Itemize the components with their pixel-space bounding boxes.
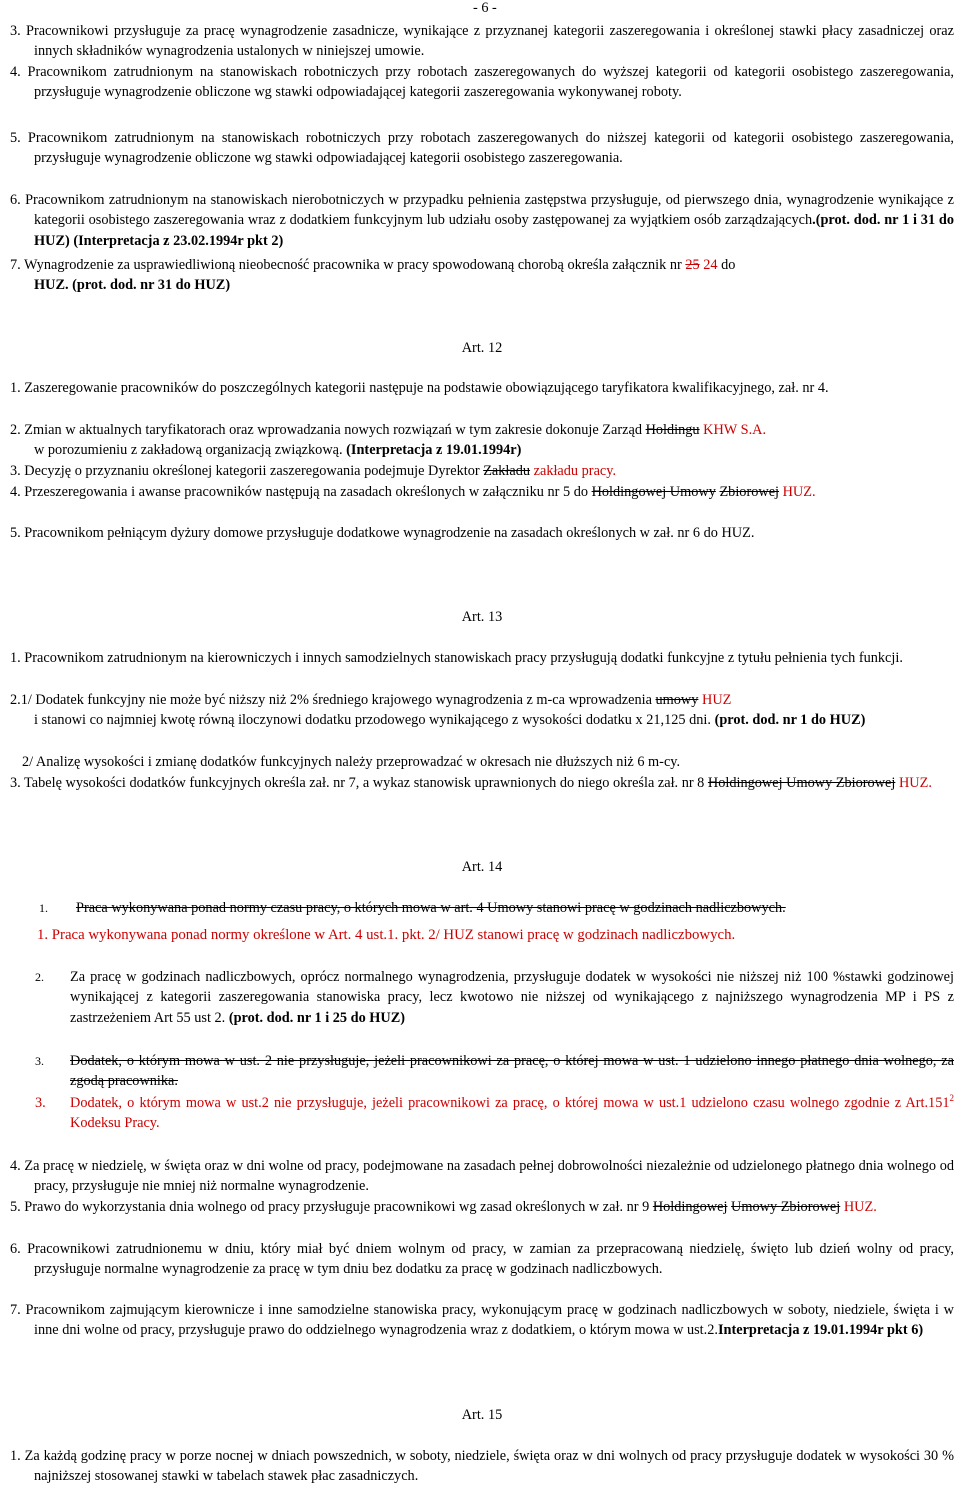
- art11-p7-deleted: 25: [685, 257, 700, 273]
- art12-paragraph-2: [10, 420, 954, 461]
- art14-p1-deleted-text: Praca wykonywana ponad normy czasu pracy, o których mowa w art. 4 Umowy stanowi pracę w godzinach nadliczbowych.: [76, 900, 786, 916]
- art12-p4-deleted-2: Zbiorowej: [719, 484, 780, 500]
- art13-paragraph-2-1: [10, 690, 954, 731]
- art14-p3-superscript: 2: [949, 1093, 954, 1103]
- art12-paragraph-4: [10, 482, 954, 502]
- art14-p5-deleted-2: Umowy Zbiorowej: [731, 1199, 841, 1215]
- art12-p4-inserted: HUZ.: [782, 484, 816, 500]
- art11-paragraph-5: 5. Pracownikom zatrudnionym na stanowiskach robotniczych przy robotach zaszeregowanych do niższej kategorii od kategorii osobistego zaszeregowania, przysługuje wynagrodzenie obliczone wg stawki odpowiadającej kategorii osobistego zaszeregowania.: [10, 130, 954, 167]
- art11-p7-inserted: 24: [703, 257, 718, 273]
- art11-paragraph-6: [10, 190, 954, 251]
- art13-p21-reference: (prot. dod. nr 1 do HUZ): [714, 712, 866, 729]
- art12-p3-text: 3. Decyzję o przyznaniu określonej kategorii zaszeregowania podejmuje Dyrektor: [10, 463, 480, 479]
- art12-p4-text: 4. Przeszeregowania i awanse pracowników następują na zasadach określonych w załączniku nr 5 do: [10, 484, 588, 500]
- art14-p2-reference: (prot. dod. nr 1 i 25 do HUZ): [228, 1009, 406, 1026]
- art15-heading: Art. 15: [461, 1407, 503, 1423]
- art14-paragraph-3-inserted: [10, 1093, 954, 1134]
- art14-paragraph-1-inserted: 1. Praca wykonywana ponad normy określone w Art. 4 ust.1. pkt. 2/ HUZ stanowi pracę w godzinach nadliczbowych.: [37, 927, 736, 943]
- art14-p2-text: Za pracę w godzinach nadliczbowych, oprócz normalnego wynagrodzenia, przysługuje dodatek w wysokości nie niższej niż 100 %stawki godzinowej wynikającej z kategorii zaszeregowania stanowiska pracy, lecz kwotowo nie niższej od wynikającego z najniższego wynagrodzenia MP i PS z zastrzeżeniem Art 55 ust 2.: [70, 969, 954, 1026]
- art12-p2-line2: w porozumieniu z zakładową organizacją związkową.: [34, 442, 343, 459]
- art12-paragraph-1: 1. Zaszeregowanie pracowników do poszczególnych kategorii następuje na podstawie obowiązującego taryfikatora kwalifikacyjnego, zał. nr 4.: [10, 380, 829, 396]
- art11-p7-text: 7. Wynagrodzenie za usprawiedliwioną nieobecność pracownika w pracy spowodowaną chorobą określa załącznik nr: [10, 257, 682, 273]
- art14-p5-inserted: HUZ.: [843, 1199, 877, 1215]
- art14-paragraph-3-deleted: [10, 1051, 954, 1092]
- art14-p3-deleted-number: 3.: [35, 1054, 44, 1068]
- art11-paragraph-3: 3. Pracownikowi przysługuje za pracę wynagrodzenie zasadnicze, wynikające z przyznanej kategorii zaszeregowania i określonej stawki płacy zasadniczej oraz innych składników wynagrodzenia ustalonych w niniejszej umowie.: [10, 23, 954, 60]
- art14-p3-inserted-end: Kodeksu Pracy.: [70, 1115, 160, 1132]
- art13-p3-deleted: Holdingowej Umowy Zbiorowej: [707, 775, 896, 791]
- art14-p5-text: 5. Prawo do wykorzystania dnia wolnego od pracy przysługuje pracownikowi wg zasad określonych w zał. nr 9: [10, 1199, 650, 1215]
- art13-p21-deleted: umowy: [655, 692, 699, 708]
- art14-paragraph-6: 6. Pracownikowi zatrudnionemu w dniu, który miał być dniem wolnym od pracy, w zamian za przepracowaną niedzielę, święto lub dzień wolny od pracy, przysługuje normalne wynagrodzenie za pracę w tym dniu bez dodatku za pracę w godzinach nadliczbowych.: [10, 1241, 954, 1278]
- page-number: - 6 -: [473, 0, 497, 16]
- art13-p21-text: 2.1/ Dodatek funkcyjny nie może być niższy niż 2% średniego krajowego wynagrodzenia z m-ca wprowadzenia: [10, 692, 652, 708]
- art14-paragraph-7: [10, 1300, 954, 1341]
- art13-p3-inserted: HUZ.: [898, 775, 932, 791]
- art14-paragraph-4: 4. Za pracę w niedzielę, w święta oraz w dni wolne od pracy, podejmowane na zasadach pełnej dobrowolności niezależnie od udzielonego płatnego dnia wolnego od pracy, przysługuje nie mniej niż normalne wynagrodzenie.: [10, 1158, 954, 1195]
- art12-paragraph-5: 5. Pracownikom pełniącym dyżury domowe przysługuje dodatkowe wynagrodzenie na zasadach określonych w zał. nr 6 do HUZ.: [10, 525, 755, 541]
- art13-paragraph-3: [10, 773, 954, 793]
- art12-paragraph-3: [10, 461, 954, 481]
- art13-p21-line2: i stanowi co najmniej kwotę równą iloczynowi dodatku przodowego wynikającego z wysokości dodatku x 21,125 dni.: [34, 712, 711, 729]
- art14-p3-deleted-text: Dodatek, o którym mowa w ust. 2 nie przysługuje, jeżeli pracownikowi za pracę, o której mowa w ust. 1 udzielono innego płatnego dnia wolnego, za zgodą pracownika.: [70, 1053, 954, 1090]
- art13-p3-text: 3. Tabelę wysokości dodatków funkcyjnych określa zał. nr 7, a wykaz stanowisk uprawnionych do niego określa zał. nr 8: [10, 775, 705, 791]
- art15-paragraph-1: 1. Za każdą godzinę pracy w porze nocnej w dniach powszednich, w soboty, niedziele, święta oraz w dni wolnych od pracy przysługuje dodatek w wysokości 30 % najniższej stosowanej stawki w tabelach stawek płac zasadniczych.: [10, 1448, 954, 1485]
- art14-p7-reference: Interpretacja z 19.01.1994r pkt 6): [717, 1322, 924, 1339]
- art13-p21-inserted: HUZ: [702, 692, 732, 708]
- art11-p6-text: 6. Pracownikom zatrudnionym na stanowiskach nierobotniczych w przypadku pełnienia zastępstwa przysługuje, od pierwszego dnia, wynagrodzenie wynikające z kategorii osobistego zaszeregowania wraz z dodatkiem funkcyjnym lub udziału osoby zastępowanej za wyjątkiem osób zarządzających: [10, 192, 954, 229]
- art14-p3-inserted-number: 3.: [35, 1095, 46, 1111]
- art14-heading: Art. 14: [461, 859, 503, 875]
- art12-p3-deleted: Zakładu: [483, 463, 531, 479]
- art12-p4-deleted-1: Holdingowej Umowy: [591, 484, 716, 500]
- art14-paragraph-5: [10, 1197, 954, 1217]
- art11-p7-tail: do: [721, 257, 736, 273]
- art14-p2-number: 2.: [35, 970, 44, 984]
- art14-paragraph-1-deleted: [10, 898, 954, 918]
- art12-p2-reference: (Interpretacja z 19.01.1994r): [346, 442, 522, 459]
- art12-p2-text: 2. Zmian w aktualnych taryfikatorach oraz wprowadzania nowych rozwiązań w tym zakresie dokonuje Zarząd: [10, 422, 642, 438]
- art13-heading: Art. 13: [461, 609, 503, 625]
- art14-p7-text: 7. Pracownikom zajmującym kierownicze i inne samodzielne stanowiska pracy, wykonującym pracę w godzinach nadliczbowych w soboty, niedziele, święta i w inne dni wolne od pracy, przysługuje prawo do oddzielnego wynagrodzenia wraz z dodatkiem, o którym mowa w ust.2.: [10, 1302, 954, 1339]
- art11-paragraph-7: [10, 255, 954, 296]
- art12-p2-deleted: Holdingu: [645, 422, 700, 438]
- art13-paragraph-2-2: 2/ Analizę wysokości i zmianę dodatków funkcyjnych należy przeprowadzać w okresach nie dłuższych niż 6 m-cy.: [22, 754, 681, 770]
- art12-p3-inserted: zakładu pracy.: [533, 463, 617, 479]
- art14-p3-inserted-text: Dodatek, o którym mowa w ust.2 nie przysługuje, jeżeli pracownikowi za pracę, o której mowa w ust.1 udzielono czasu wolnego zgodnie z Art.151: [70, 1095, 950, 1111]
- art12-heading: Art. 12: [461, 340, 503, 356]
- art14-p5-deleted-1: Holdingowej: [652, 1199, 728, 1215]
- art11-p6-reference: .(prot. dod. nr 1 i 31 do HUZ) (Interpretacja z 23.02.1994r pkt 2): [34, 212, 955, 249]
- art11-p7-end: HUZ. (prot. dod. nr 31 do HUZ): [34, 277, 231, 294]
- art14-p1-deleted-number: 1.: [39, 901, 48, 915]
- art11-paragraph-4: 4. Pracownikom zatrudnionym na stanowiskach robotniczych przy robotach zaszeregowanych do wyższej kategorii od kategorii osobistego zaszeregowania, przysługuje wynagrodzenie obliczone wg stawki odpowiadającej kategorii zaszeregowania wykonywanej roboty.: [10, 64, 954, 101]
- art12-p2-inserted: KHW S.A.: [703, 422, 767, 438]
- art14-paragraph-2: [10, 967, 954, 1028]
- art13-paragraph-1: 1. Pracownikom zatrudnionym na kierowniczych i innych samodzielnych stanowiskach pracy przysługują dodatki funkcyjne z tytułu pełnienia tych funkcji.: [10, 650, 903, 666]
